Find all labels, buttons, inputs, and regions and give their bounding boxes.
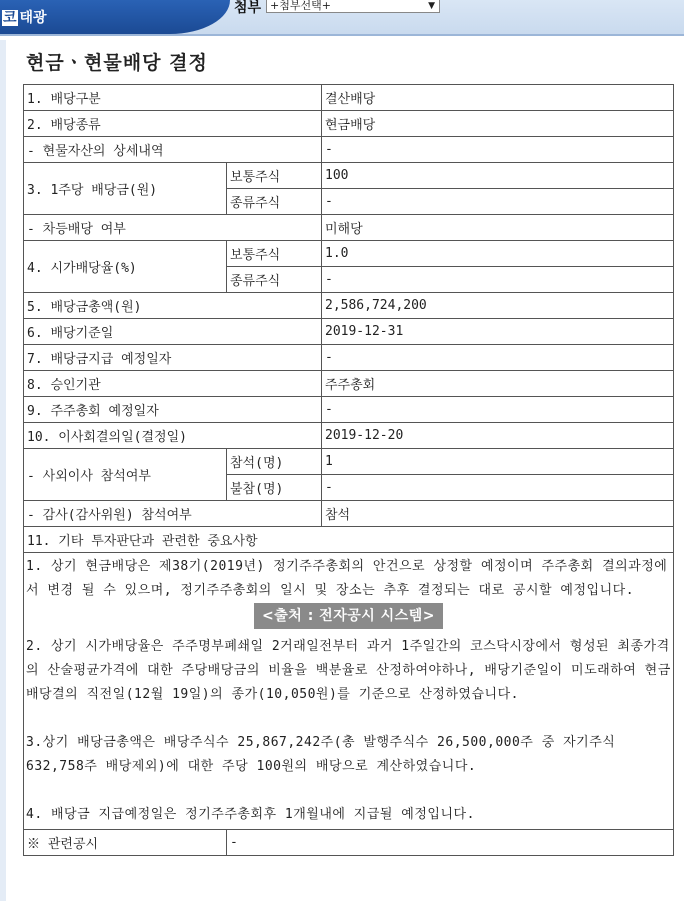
row-sublabel: 보통주식 [227, 241, 322, 267]
row-value: 주주총회 [322, 371, 674, 397]
attach-select[interactable] [266, 0, 440, 13]
row-label: 9. 주주총회 예정일자 [24, 397, 322, 423]
note-paragraph-1: 1. 상기 현금배당은 제38기(2019년) 정기주주총회의 안건으로 상정할 예정이며 주주총회 결의과정에서 변경 될 수 있으며, 정기주주총회의 일시 및 장소는 추후 결정되는 대로 공시할 예정입니다. [26, 559, 668, 598]
row-value: 현금배당 [322, 111, 674, 137]
table-row [24, 449, 674, 475]
table-row [24, 553, 674, 830]
row-label: 1. 배당구분 [24, 85, 322, 111]
row-value: 결산배당 [322, 85, 674, 111]
page-title: 현금ㆍ현물배당 결정 [26, 52, 208, 74]
row-value: 100 [322, 163, 674, 189]
row-label: ※ 관련공시 [24, 830, 227, 856]
source-badge-wrap [26, 603, 671, 629]
table-row [24, 501, 674, 527]
row-label: 10. 이사회결의일(결정일) [24, 423, 322, 449]
row-label: - 감사(감사위원) 참석여부 [24, 501, 322, 527]
row-value: - [322, 189, 674, 215]
company-tab-label [2, 7, 47, 27]
row-label: 5. 배당금총액(원) [24, 293, 322, 319]
notes-cell [24, 553, 674, 830]
note-paragraph-4: 4. 배당금 지급예정일은 정기주주총회후 1개월내에 지급될 예정입니다. [26, 807, 475, 822]
attach-label: 첨부 [234, 0, 262, 16]
row-sublabel: 종류주식 [227, 189, 322, 215]
row-label: 7. 배당금지급 예정일자 [24, 345, 322, 371]
row-value: 참석 [322, 501, 674, 527]
header-divider [0, 34, 684, 36]
table-row [24, 137, 674, 163]
table-row [24, 423, 674, 449]
row-label: 6. 배당기준일 [24, 319, 322, 345]
row-label: - 사외이사 참석여부 [24, 449, 227, 501]
company-tab[interactable] [0, 0, 230, 34]
table-row [24, 397, 674, 423]
row-sublabel: 종류주식 [227, 267, 322, 293]
row-value: - [322, 137, 674, 163]
table-row [24, 241, 674, 267]
note-paragraph-3: 3.상기 배당금총액은 배당주식수 25,867,242주(총 발행주식수 26,500,000주 중 자기주식 632,758주 배당제외)에 대한 주당 100원의 배당으로 계산하였습니다. [26, 735, 616, 774]
market-badge: 코 [3, 10, 17, 26]
table-row [24, 85, 674, 111]
table-row [24, 527, 674, 553]
table-row [24, 345, 674, 371]
table-row [24, 111, 674, 137]
row-label: 2. 배당종류 [24, 111, 322, 137]
row-value: - [322, 397, 674, 423]
source-badge: <출처 : 전자공시 시스템> [254, 603, 443, 629]
table-row [24, 830, 674, 856]
row-value: - [227, 830, 674, 856]
row-value: - [322, 345, 674, 371]
attach-select-value: +첨부선택+ [270, 0, 331, 12]
table-row [24, 293, 674, 319]
spacer [26, 779, 671, 803]
row-sublabel: 불참(명) [227, 475, 322, 501]
row-label: - 차등배당 여부 [24, 215, 322, 241]
row-label: - 현물자산의 상세내역 [24, 137, 322, 163]
spacer [26, 707, 671, 731]
row-value: 1.0 [322, 241, 674, 267]
row-label: 11. 기타 투자판단과 관련한 중요사항 [24, 527, 674, 553]
left-gutter [0, 40, 6, 901]
row-value: - [322, 267, 674, 293]
row-value: - [322, 475, 674, 501]
row-value: 1 [322, 449, 674, 475]
dropdown-arrow-icon[interactable]: ▼ [428, 1, 435, 11]
row-value: 미해당 [322, 215, 674, 241]
table-row [24, 215, 674, 241]
table-row [24, 163, 674, 189]
row-label: 3. 1주당 배당금(원) [24, 163, 227, 215]
disclosure-table [23, 84, 674, 856]
row-value: 2019-12-20 [322, 423, 674, 449]
row-value: 2019-12-31 [322, 319, 674, 345]
company-name: 태광 [19, 10, 47, 26]
row-value: 2,586,724,200 [322, 293, 674, 319]
row-sublabel: 참석(명) [227, 449, 322, 475]
table-row [24, 371, 674, 397]
note-paragraph-2: 2. 상기 시가배당율은 주주명부폐쇄일 2거래일전부터 과거 1주일간의 코스닥시장에서 형성된 최종가격의 산술평균가격에 대한 주당배당금의 비율을 백분율로 산정하여야하나, 배당기준일이 미도래하여 현금배당결의 직전일(12월 19일)의 종가(10,050원)를 기준으로 산정하였습니다. [26, 639, 671, 702]
row-label: 8. 승인기관 [24, 371, 322, 397]
row-label: 4. 시가배당율(%) [24, 241, 227, 293]
row-sublabel: 보통주식 [227, 163, 322, 189]
table-row [24, 319, 674, 345]
top-bar [0, 0, 684, 40]
